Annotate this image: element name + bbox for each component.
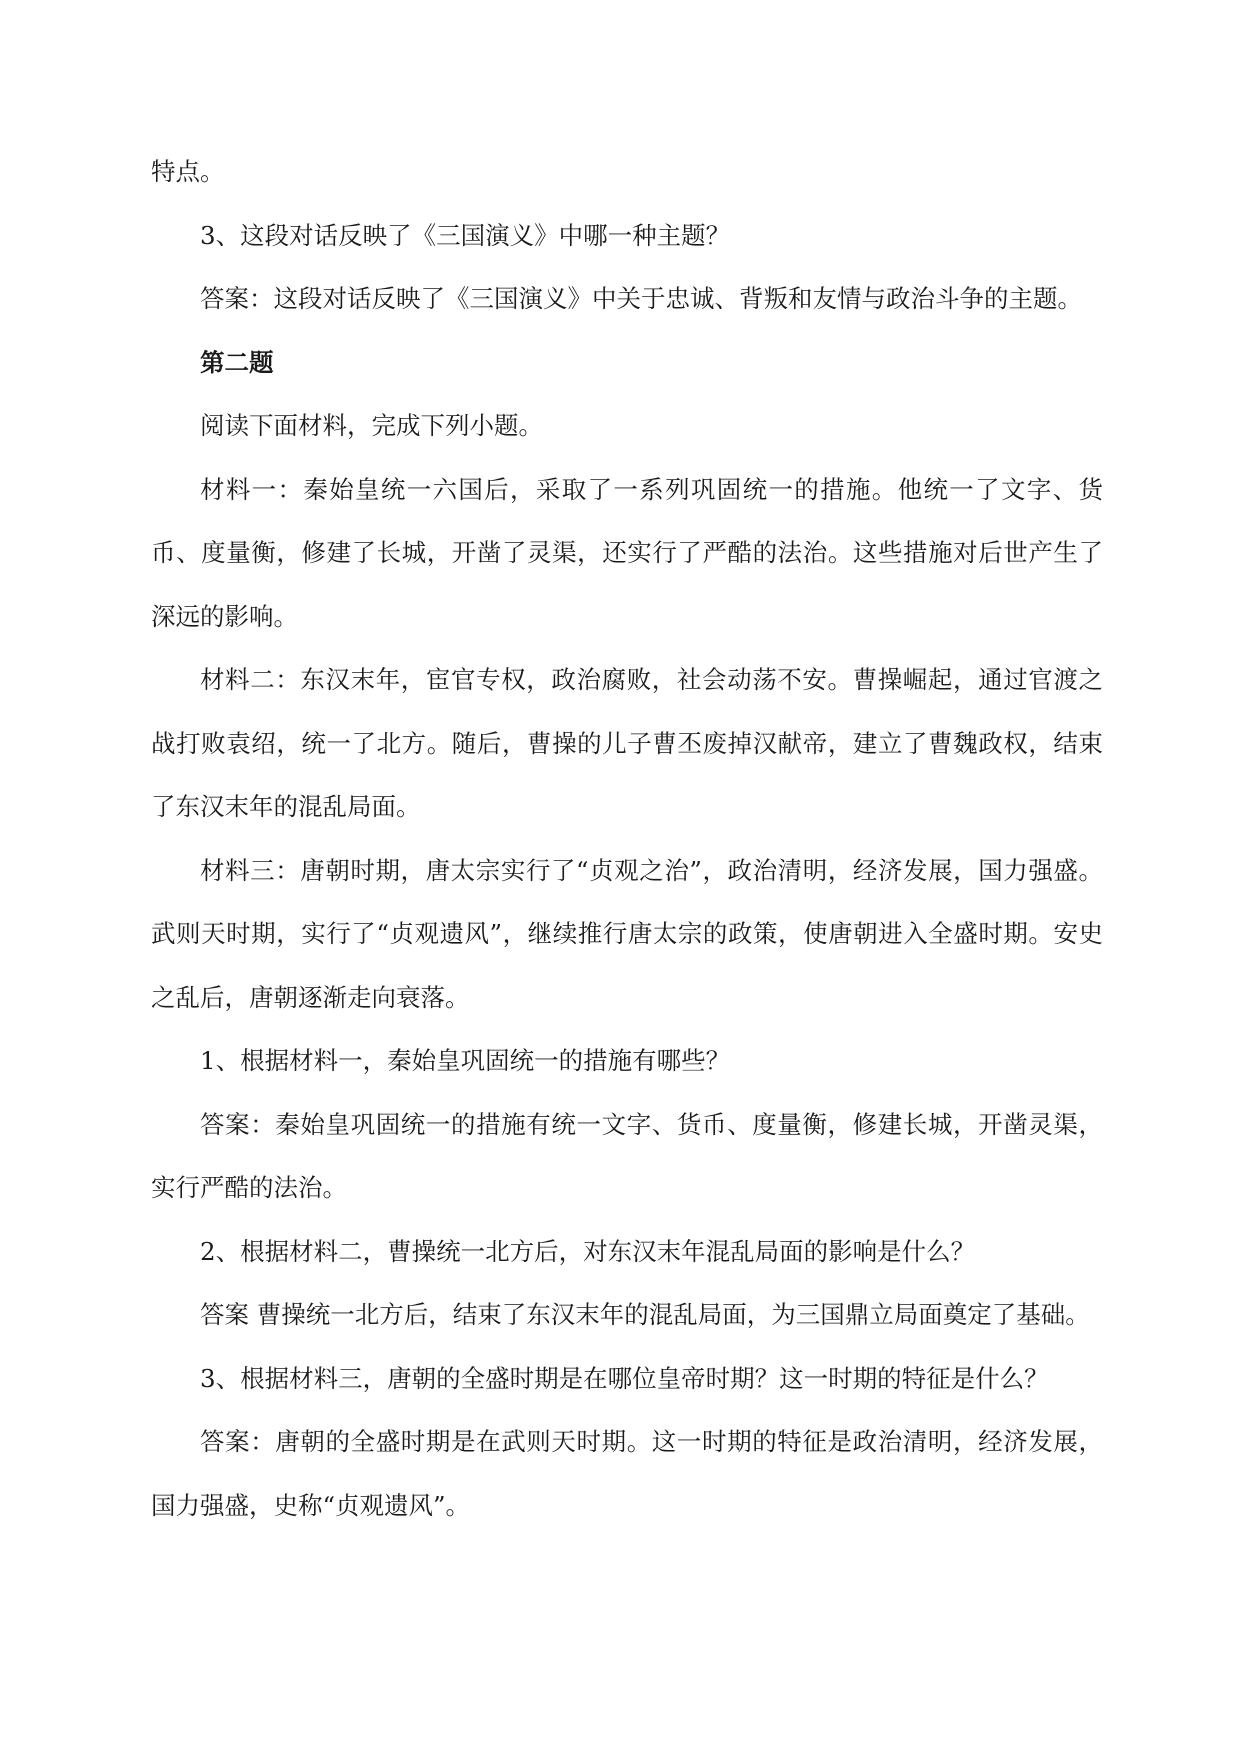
section-heading: 第二题 bbox=[200, 347, 274, 377]
answer-3-prev: 答案：这段对话反映了《三国演义》中关于忠诚、背叛和友情与政治斗争的主题。 bbox=[200, 284, 1082, 313]
document-body bbox=[151, 140, 1103, 1537]
paragraph-continuation: 特点。 bbox=[151, 157, 225, 186]
material-2: 材料二：东汉末年，宦官专权，政治腐败，社会动荡不安。曹操崛起，通过官渡之战打败袁绍，统一了北方。随后，曹操的儿子曹丕废掉汉献帝，建立了曹魏政权，结束了东汉末年的混乱局面。 bbox=[151, 665, 1103, 821]
material-1: 材料一：秦始皇统一六国后，采取了一系列巩固统一的措施。他统一了文字、货币、度量衡，修建了长城，开凿了灵渠，还实行了严酷的法治。这些措施对后世产生了深远的影响。 bbox=[151, 474, 1103, 631]
question-2: 2、根据材料二，曹操统一北方后，对东汉末年混乱局面的影响是什么？ bbox=[200, 1236, 976, 1266]
material-3: 材料三：唐朝时期，唐太宗实行了“贞观之治”，政治清明，经济发展，国力强盛。武则天时期，实行了“贞观遗风”，继续推行唐太宗的政策，使唐朝进入全盛时期。安史之乱后，唐朝逐渐走向衰落。 bbox=[151, 855, 1103, 1012]
question-3: 3、根据材料三，唐朝的全盛时期是在哪位皇帝时期？这一时期的特征是什么？ bbox=[200, 1363, 1049, 1393]
question-3-prev: 3、这段对话反映了《三国演义》中哪一种主题？ bbox=[200, 220, 731, 250]
answer-1: 答案：秦始皇巩固统一的措施有统一文字、货币、度量衡，修建长城，开凿灵渠，实行严酷的法治。 bbox=[151, 1109, 1103, 1202]
answer-3: 答案：唐朝的全盛时期是在武则天时期。这一时期的特征是政治清明，经济发展，国力强盛，史称“贞观遗风”。 bbox=[151, 1427, 1103, 1520]
answer-2: 答案 曹操统一北方后，结束了东汉末年的混乱局面，为三国鼎立局面奠定了基础。 bbox=[200, 1300, 1090, 1329]
question-1: 1、根据材料一，秦始皇巩固统一的措施有哪些？ bbox=[200, 1046, 731, 1075]
instruction-text: 阅读下面材料，完成下列小题。 bbox=[200, 411, 543, 440]
